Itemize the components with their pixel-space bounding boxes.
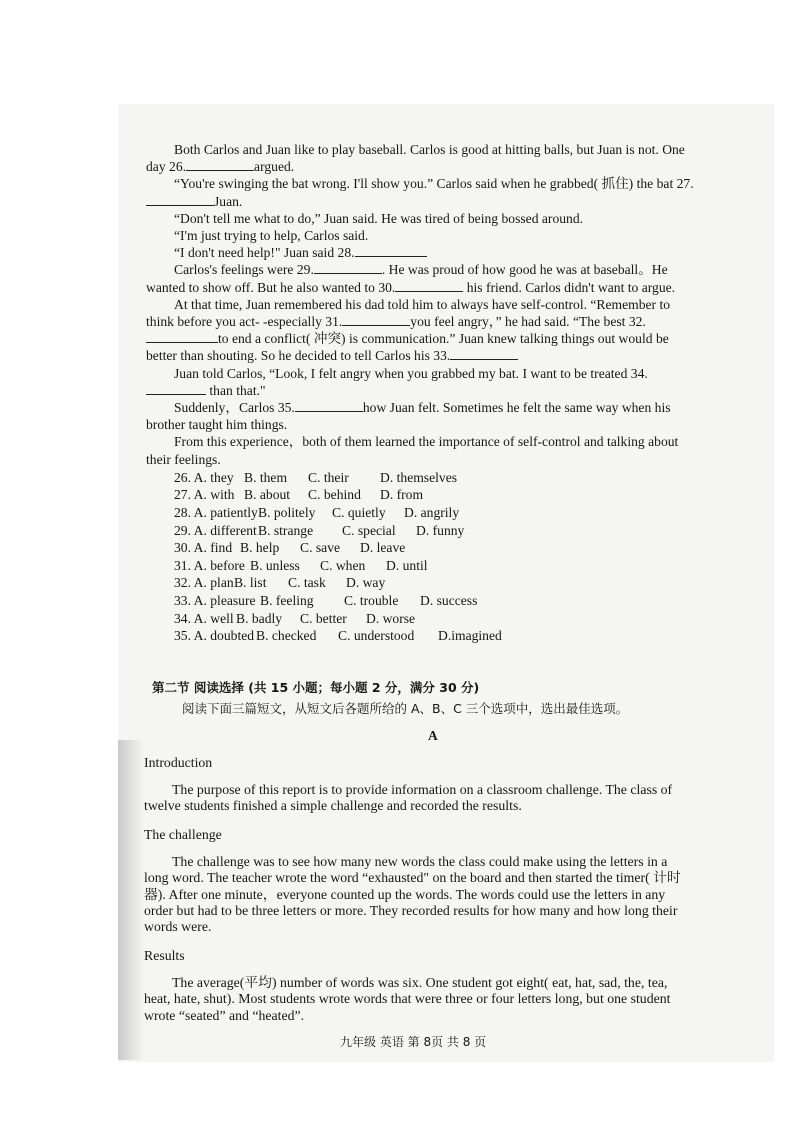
answer-blank-28[interactable] xyxy=(355,244,427,257)
option-a[interactable]: 35. A. doubted xyxy=(174,628,255,644)
option-row-31 xyxy=(174,557,696,575)
option-d[interactable]: D. way xyxy=(346,575,386,591)
option-c[interactable]: C. understood xyxy=(338,628,415,644)
answer-blank-31[interactable] xyxy=(342,313,410,326)
option-d[interactable]: D. from xyxy=(380,487,424,503)
answer-blank-30[interactable] xyxy=(395,279,463,292)
section-heading: 第二节 阅读选择 (共 15 小题；每小题 2 分，满分 30 分) xyxy=(152,680,480,695)
answer-options xyxy=(174,469,696,645)
option-a[interactable]: 32. A. plan xyxy=(174,575,234,591)
paragraph-text-mid: you feel angry，” he had said. “The best 32. xyxy=(410,314,646,330)
paragraph-text-end: Juan. xyxy=(214,193,243,209)
answer-blank-34[interactable] xyxy=(146,382,206,395)
option-row-29 xyxy=(174,522,696,540)
option-d[interactable]: D. angrily xyxy=(404,505,460,521)
option-b[interactable]: B. badly xyxy=(236,610,283,626)
option-b[interactable]: B. checked xyxy=(256,628,317,644)
paragraph-text: “You're swinging the bat wrong. I'll show you.” Carlos said when he grabbed( 抓住) the bat 27. xyxy=(174,176,694,192)
answer-blank-33[interactable] xyxy=(450,347,518,360)
paragraph-text: Carlos's feelings were 29. xyxy=(174,262,314,278)
option-d[interactable]: D.imagined xyxy=(438,628,502,644)
option-row-26 xyxy=(174,469,696,487)
results-text: The average(平均) number of words was six. One student got eight( eat, hat, sad, the, tea, heat, hate, shut). Most students wrote words that were three or four letters long, but one student wrote “seated” and “heated”. xyxy=(144,974,671,1023)
reading-passage-a xyxy=(144,755,692,1024)
option-row-27 xyxy=(174,486,696,504)
option-a[interactable]: 33. A. pleasure xyxy=(174,593,256,609)
paragraph-text: Suddenly，Carlos 35. xyxy=(174,400,295,416)
cloze-paragraph-10: From this experience，both of them learned the importance of self-control and talking about their feelings. xyxy=(146,434,679,467)
results-heading: Results xyxy=(144,947,185,963)
challenge-heading: The challenge xyxy=(144,826,222,842)
option-c[interactable]: C. task xyxy=(288,575,326,591)
paragraph-text: Both Carlos and Juan like to play baseball. Carlos is good at hitting balls, but Juan is not. One day 26. xyxy=(146,142,685,175)
option-a[interactable]: 27. A. with xyxy=(174,487,235,503)
option-d[interactable]: D. until xyxy=(386,557,428,573)
cloze-paragraph-4: “I'm just trying to help, Carlos said. xyxy=(174,228,369,244)
option-a[interactable]: 30. A. find xyxy=(174,540,233,556)
option-d[interactable]: D. leave xyxy=(360,540,406,556)
option-row-35 xyxy=(174,627,696,645)
option-d[interactable]: D. funny xyxy=(416,522,465,538)
cloze-passage xyxy=(146,141,696,645)
option-c[interactable]: C. their xyxy=(308,469,349,485)
option-row-32 xyxy=(174,574,696,592)
paragraph-text: Juan told Carlos, “Look, I felt angry when you grabbed my bat. I want to be treated 34. xyxy=(174,365,648,381)
answer-blank-32[interactable] xyxy=(146,330,218,343)
option-d[interactable]: D. success xyxy=(420,593,478,609)
cloze-paragraph-3: “Don't tell me what to do,” Juan said. He was tired of being bossed around. xyxy=(174,210,584,226)
paragraph-text-end: than that." xyxy=(209,382,266,398)
paragraph-text: “I don't need help!" Juan said 28. xyxy=(174,245,355,261)
paragraph-text-mid: . He was proud of how good he was at baseball。He wanted to show off. But he also wanted to 30. xyxy=(146,262,668,295)
option-a[interactable]: 28. A. patiently xyxy=(174,505,258,521)
answer-blank-26[interactable] xyxy=(186,158,254,171)
option-row-33 xyxy=(174,592,696,610)
option-a[interactable]: 34. A. well xyxy=(174,610,234,626)
option-a[interactable]: 31. A. before xyxy=(174,557,245,573)
option-c[interactable]: C. trouble xyxy=(344,593,399,609)
intro-text: The purpose of this report is to provide information on a classroom challenge. The class of twelve students finished a simple challenge and recorded the results. xyxy=(144,782,673,814)
option-b[interactable]: B. feeling xyxy=(260,593,314,609)
cloze-paragraph-2 xyxy=(146,175,696,209)
answer-blank-29[interactable] xyxy=(314,261,382,274)
option-b[interactable]: B. list xyxy=(234,575,267,591)
answer-blank-35[interactable] xyxy=(295,399,363,412)
scan-shadow xyxy=(118,740,144,1060)
option-b[interactable]: B. about xyxy=(244,487,291,503)
option-b[interactable]: B. help xyxy=(240,540,280,556)
option-a[interactable]: 29. A. different xyxy=(174,522,257,538)
paragraph-text-end: argued. xyxy=(254,159,295,175)
passage-label: A xyxy=(428,728,438,743)
option-c[interactable]: C. special xyxy=(342,522,396,538)
option-b[interactable]: B. politely xyxy=(258,505,316,521)
paragraph-text-mid2: to end a conflict( 冲突) is communication.” Juan knew talking things out would be better than shouting. So he decided to tell Carlos his 33. xyxy=(146,331,669,364)
option-b[interactable]: B. strange xyxy=(258,522,314,538)
cloze-paragraph-1 xyxy=(146,141,696,175)
paragraph-text-end: how Juan felt. Sometimes he felt the same way when his brother taught him things. xyxy=(146,400,671,433)
option-a[interactable]: 26. A. they xyxy=(174,469,234,485)
option-c[interactable]: C. quietly xyxy=(332,505,386,521)
option-c[interactable]: C. when xyxy=(320,557,366,573)
option-row-30 xyxy=(174,539,696,557)
option-c[interactable]: C. save xyxy=(300,540,341,556)
option-row-28 xyxy=(174,504,696,522)
option-b[interactable]: B. them xyxy=(244,469,288,485)
cloze-paragraph-7 xyxy=(146,296,696,365)
cloze-paragraph-6 xyxy=(146,261,696,295)
paragraph-text-end: his friend. Carlos didn't want to argue. xyxy=(466,279,676,295)
option-d[interactable]: D. themselves xyxy=(380,469,458,485)
option-c[interactable]: C. behind xyxy=(308,487,361,503)
option-d[interactable]: D. worse xyxy=(366,610,416,626)
cloze-paragraph-5 xyxy=(146,244,696,261)
answer-blank-27[interactable] xyxy=(146,193,214,206)
paragraph-text: At that time, Juan remembered his dad told him to always have self-control. “Remember to think before you act- -especially 31. xyxy=(146,296,671,330)
cloze-paragraph-8 xyxy=(146,365,696,399)
option-b[interactable]: B. unless xyxy=(250,557,300,573)
cloze-paragraph-9 xyxy=(146,399,696,433)
option-c[interactable]: C. better xyxy=(300,610,347,626)
page-footer: 九年级 英语 第 8页 共 8 页 xyxy=(340,1035,487,1049)
option-row-34 xyxy=(174,610,696,628)
section-instruction: 阅读下面三篇短文，从短文后各题所给的 A、B、C 三个选项中，选出最佳选项。 xyxy=(182,701,629,716)
intro-heading: Introduction xyxy=(144,755,213,770)
challenge-text: The challenge was to see how many new words the class could make using the letters in a long word. The teacher wrote the word “exhausted" on the board and then started the timer( 计时器). After one minute，everyone counted up the words. The words could use the letters in any order but had to be three letters or more. They recorded results for how many and how long their words were. xyxy=(144,853,681,935)
